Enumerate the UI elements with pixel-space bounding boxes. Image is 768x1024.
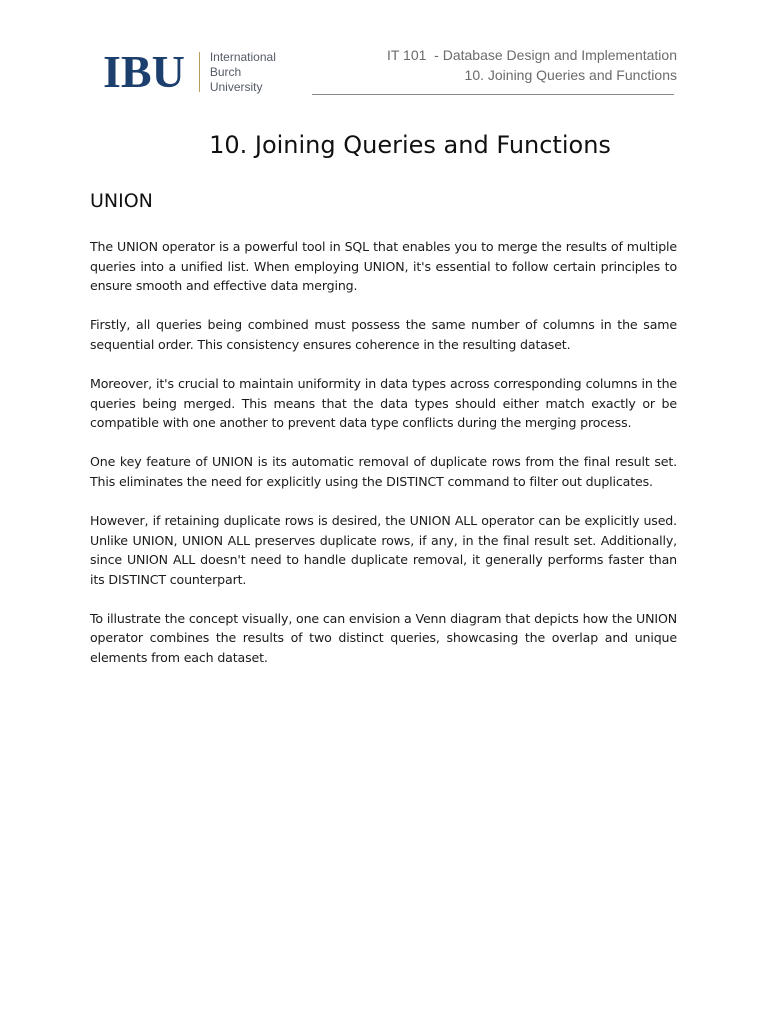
logo-line-2: Burch xyxy=(209,64,242,79)
paragraph: Moreover, it's crucial to maintain uniformity in data types across corresponding columns in the queries being merged. This means that the data types should either match exactly or be compatible with one another to prevent data type conflicts during the merging process. xyxy=(90,375,677,431)
logo-line-3: University xyxy=(209,79,263,94)
paragraph: The UNION operator is a powerful tool in SQL that enables you to merge the results of multiple queries into a unified list. When employing UNION, it's essential to follow certain principles to ensure smooth and effective data merging. xyxy=(90,239,677,294)
course-title: IT 101 - Database Design and Implementation xyxy=(386,47,677,63)
chapter-title: 10. Joining Queries and Functions xyxy=(464,67,677,83)
body-text xyxy=(90,237,677,687)
paragraph: However, if retaining duplicate rows is desired, the UNION ALL operator can be explicitly used. Unlike UNION, UNION ALL preserves duplicate rows, if any, in the final result set. Additionally, since UNION ALL doesn't need to handle duplicate removal, it generally performs faster than its DISTINCT counterpart. xyxy=(90,512,677,587)
section-heading: UNION xyxy=(90,190,153,212)
header-divider xyxy=(312,94,674,95)
paragraph: One key feature of UNION is its automatic removal of duplicate rows from the final result set. This eliminates the need for explicitly using the DISTINCT command to filter out duplicates. xyxy=(90,454,677,489)
running-header xyxy=(387,45,677,85)
university-logo xyxy=(103,46,276,97)
logo-mark: IBU xyxy=(103,46,185,97)
paragraph: To illustrate the concept visually, one can envision a Venn diagram that depicts how the UNION operator combines the results of two distinct queries, showcasing the overlap and unique elements from each dataset. xyxy=(90,610,677,665)
page-title: 10. Joining Queries and Functions xyxy=(209,131,611,159)
logo-line-1: International xyxy=(209,49,276,64)
paragraph: Firstly, all queries being combined must possess the same number of columns in the same sequential order. This consistency ensures coherence in the resulting dataset. xyxy=(90,317,677,352)
logo-divider xyxy=(199,52,200,92)
logo-text xyxy=(210,50,276,95)
